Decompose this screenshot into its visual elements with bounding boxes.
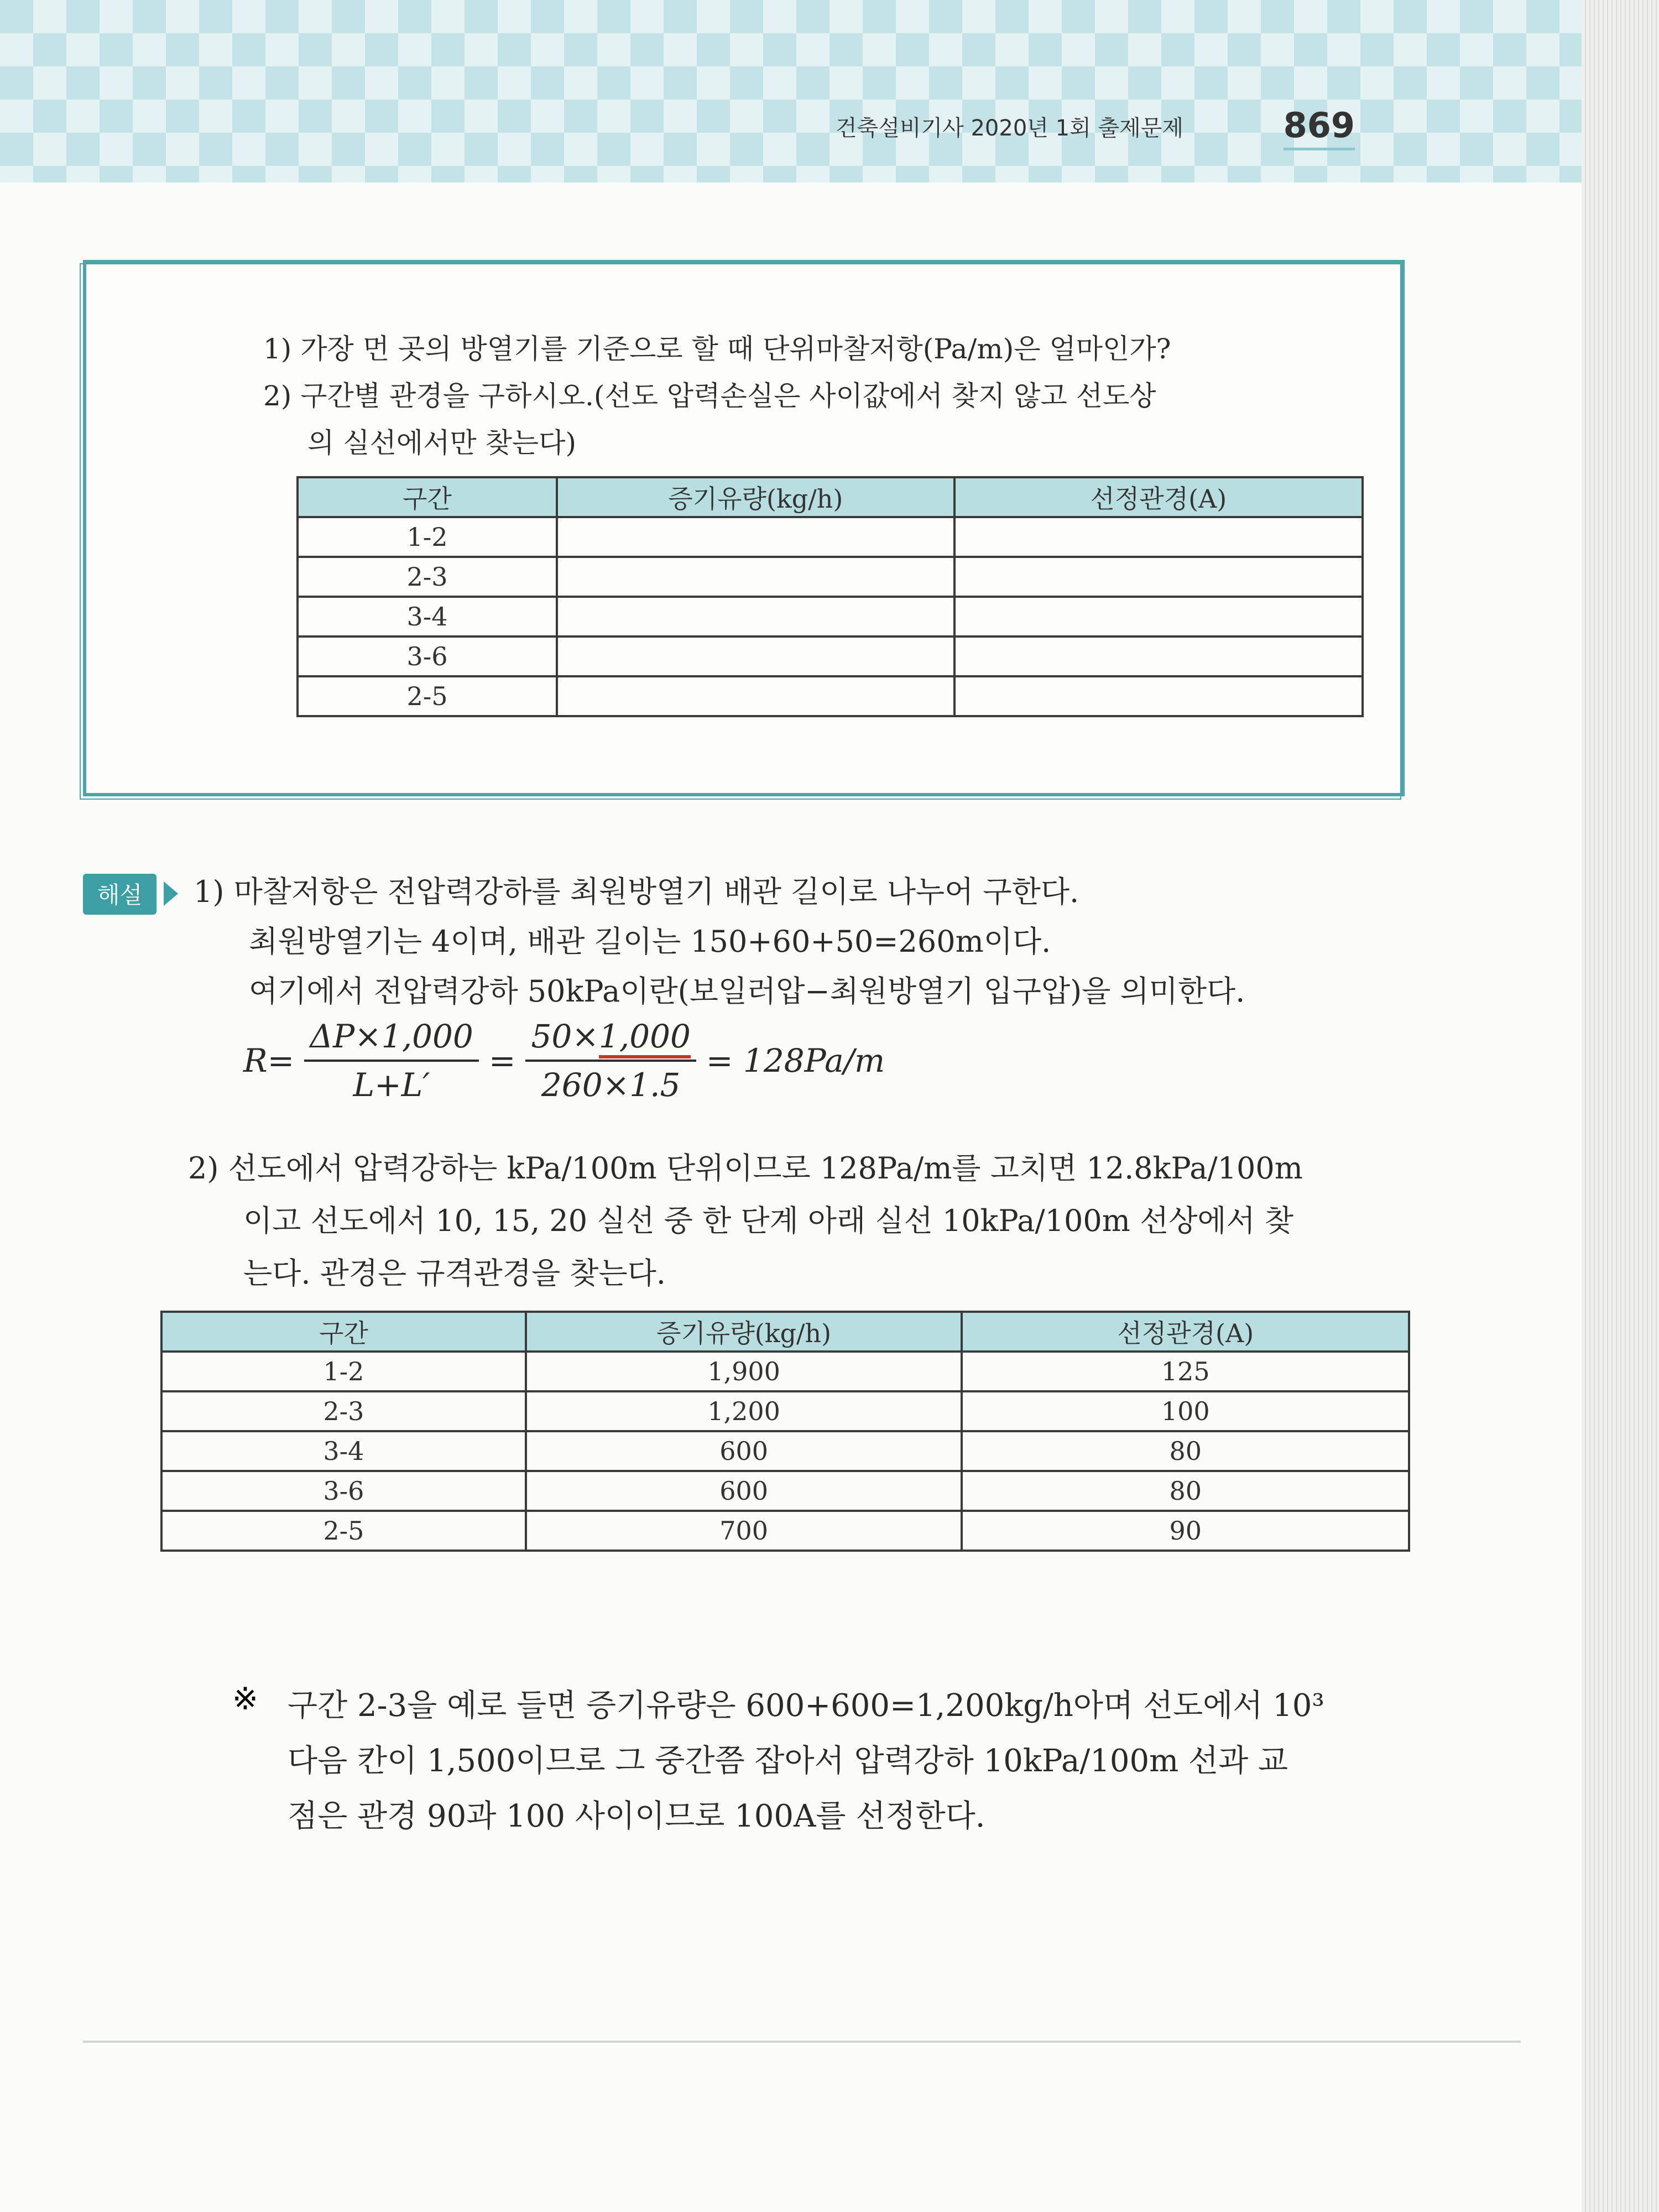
table-cell: 1-2 bbox=[161, 1352, 526, 1391]
table-cell: 1,200 bbox=[526, 1391, 962, 1431]
table-cell bbox=[954, 557, 1363, 597]
table-cell: 1,900 bbox=[526, 1352, 962, 1391]
table-row bbox=[161, 1431, 1409, 1471]
question-line-1: 1) 가장 먼 곳의 방열기를 기준으로 할 때 단위마찰저항(Pa/m)은 얼마인가? bbox=[263, 333, 1171, 365]
table-cell: 80 bbox=[962, 1471, 1409, 1511]
solution-line-4: 2) 선도에서 압력강하는 kPa/100m 단위이므로 128Pa/m를 고치면 12.8kPa/100m bbox=[188, 1151, 1303, 1186]
column-header: 선정관경(A) bbox=[954, 477, 1363, 517]
table-row bbox=[298, 637, 1363, 676]
table-cell: 80 bbox=[962, 1431, 1409, 1471]
table-cell: 3-6 bbox=[298, 637, 557, 676]
solution-line-5: 이고 선도에서 10, 15, 20 실선 중 한 단계 아래 실선 10kPa/100m 선상에서 찾 bbox=[243, 1203, 1294, 1238]
running-head: 건축설비기사 2020년 1회 출제문제 bbox=[835, 116, 1183, 141]
solution-line-6: 는다. 관경은 규격관경을 찾는다. bbox=[243, 1256, 666, 1291]
solution-line-1: 1) 마찰저항은 전압력강하를 최원방열기 배관 길이로 나누어 구한다. bbox=[194, 874, 1079, 909]
table-cell: 90 bbox=[962, 1511, 1409, 1551]
red-underlined-term: 1,000 bbox=[599, 1018, 691, 1058]
fraction-denominator: L+L′ bbox=[353, 1066, 430, 1104]
table-cell bbox=[557, 676, 954, 716]
solution-badge: 해설 bbox=[83, 874, 156, 915]
table-cell bbox=[557, 557, 954, 597]
table-header-row bbox=[298, 477, 1363, 517]
note-line-3: 점은 관경 90과 100 사이이므로 100A를 선정한다. bbox=[288, 1798, 985, 1834]
table-row bbox=[161, 1511, 1409, 1551]
question-box bbox=[83, 260, 1405, 796]
table-row bbox=[298, 517, 1363, 557]
answer-table bbox=[160, 1311, 1410, 1552]
formula-lhs: R= bbox=[243, 1042, 295, 1079]
table-cell: 700 bbox=[526, 1511, 962, 1551]
reference-mark: ※ bbox=[232, 1681, 258, 1717]
question-line-2: 2) 구간별 관경을 구하시오.(선도 압력손실은 사이값에서 찾지 않고 선도상 bbox=[263, 380, 1156, 412]
table-row bbox=[298, 597, 1363, 637]
formula-fraction-1 bbox=[304, 1018, 479, 1104]
header-band bbox=[0, 0, 1604, 182]
table-cell: 125 bbox=[962, 1352, 1409, 1391]
table-cell bbox=[954, 676, 1363, 716]
table-cell: 3-6 bbox=[161, 1471, 526, 1511]
page-number: 869 bbox=[1284, 105, 1355, 150]
column-header: 증기유량(kg/h) bbox=[557, 477, 954, 517]
table-row bbox=[161, 1471, 1409, 1511]
fraction-numerator: ΔP×1,000 bbox=[304, 1018, 479, 1062]
table-row bbox=[161, 1352, 1409, 1391]
page-stack-edges bbox=[1582, 0, 1659, 2212]
table-cell: 3-4 bbox=[161, 1431, 526, 1471]
column-header: 구간 bbox=[298, 477, 557, 517]
table-cell: 600 bbox=[526, 1471, 962, 1511]
table-row bbox=[298, 676, 1363, 716]
table-cell: 600 bbox=[526, 1431, 962, 1471]
note-line-1: 구간 2-3을 예로 들면 증기유량은 600+600=1,200kg/h아며 선도에서 10³ bbox=[288, 1688, 1324, 1724]
table-cell bbox=[557, 517, 954, 557]
table-cell: 1-2 bbox=[298, 517, 557, 557]
table-cell: 100 bbox=[962, 1391, 1409, 1431]
friction-formula bbox=[243, 1018, 885, 1104]
formula-result: = 128Pa/m bbox=[706, 1042, 885, 1079]
table-row bbox=[298, 557, 1363, 597]
fraction-numerator bbox=[525, 1018, 696, 1062]
table-cell: 2-5 bbox=[161, 1511, 526, 1551]
solution-line-2: 최원방열기는 4이며, 배관 길이는 150+60+50=260m이다. bbox=[249, 924, 1051, 959]
table-cell bbox=[954, 597, 1363, 637]
table-cell: 2-3 bbox=[298, 557, 557, 597]
column-header: 선정관경(A) bbox=[962, 1312, 1409, 1352]
table-header-row bbox=[161, 1312, 1409, 1352]
table-cell bbox=[557, 637, 954, 676]
table-cell: 3-4 bbox=[298, 597, 557, 637]
formula-equals: = bbox=[488, 1042, 516, 1079]
question-table bbox=[296, 476, 1364, 717]
solution-line-3: 여기에서 전압력강하 50kPa이란(보일러압−최원방열기 입구압)을 의미한다. bbox=[249, 974, 1245, 1009]
column-header: 구간 bbox=[161, 1312, 526, 1352]
table-cell: 2-5 bbox=[298, 676, 557, 716]
table-cell bbox=[557, 597, 954, 637]
table-cell bbox=[954, 637, 1363, 676]
table-cell bbox=[954, 517, 1363, 557]
question-line-3: 의 실선에서만 찾는다) bbox=[307, 427, 576, 459]
formula-fraction-2 bbox=[525, 1018, 696, 1104]
table-row bbox=[161, 1391, 1409, 1431]
fraction-denominator: 260×1.5 bbox=[541, 1066, 681, 1104]
column-header: 증기유량(kg/h) bbox=[526, 1312, 962, 1352]
table-cell: 2-3 bbox=[161, 1391, 526, 1431]
note-line-2: 다음 칸이 1,500이므로 그 중간쯤 잡아서 압력강하 10kPa/100m 선과 교 bbox=[288, 1743, 1288, 1779]
page-bottom-rule bbox=[83, 2041, 1521, 2043]
numerator-part: 50× bbox=[531, 1018, 599, 1055]
badge-arrow-icon bbox=[164, 881, 178, 906]
